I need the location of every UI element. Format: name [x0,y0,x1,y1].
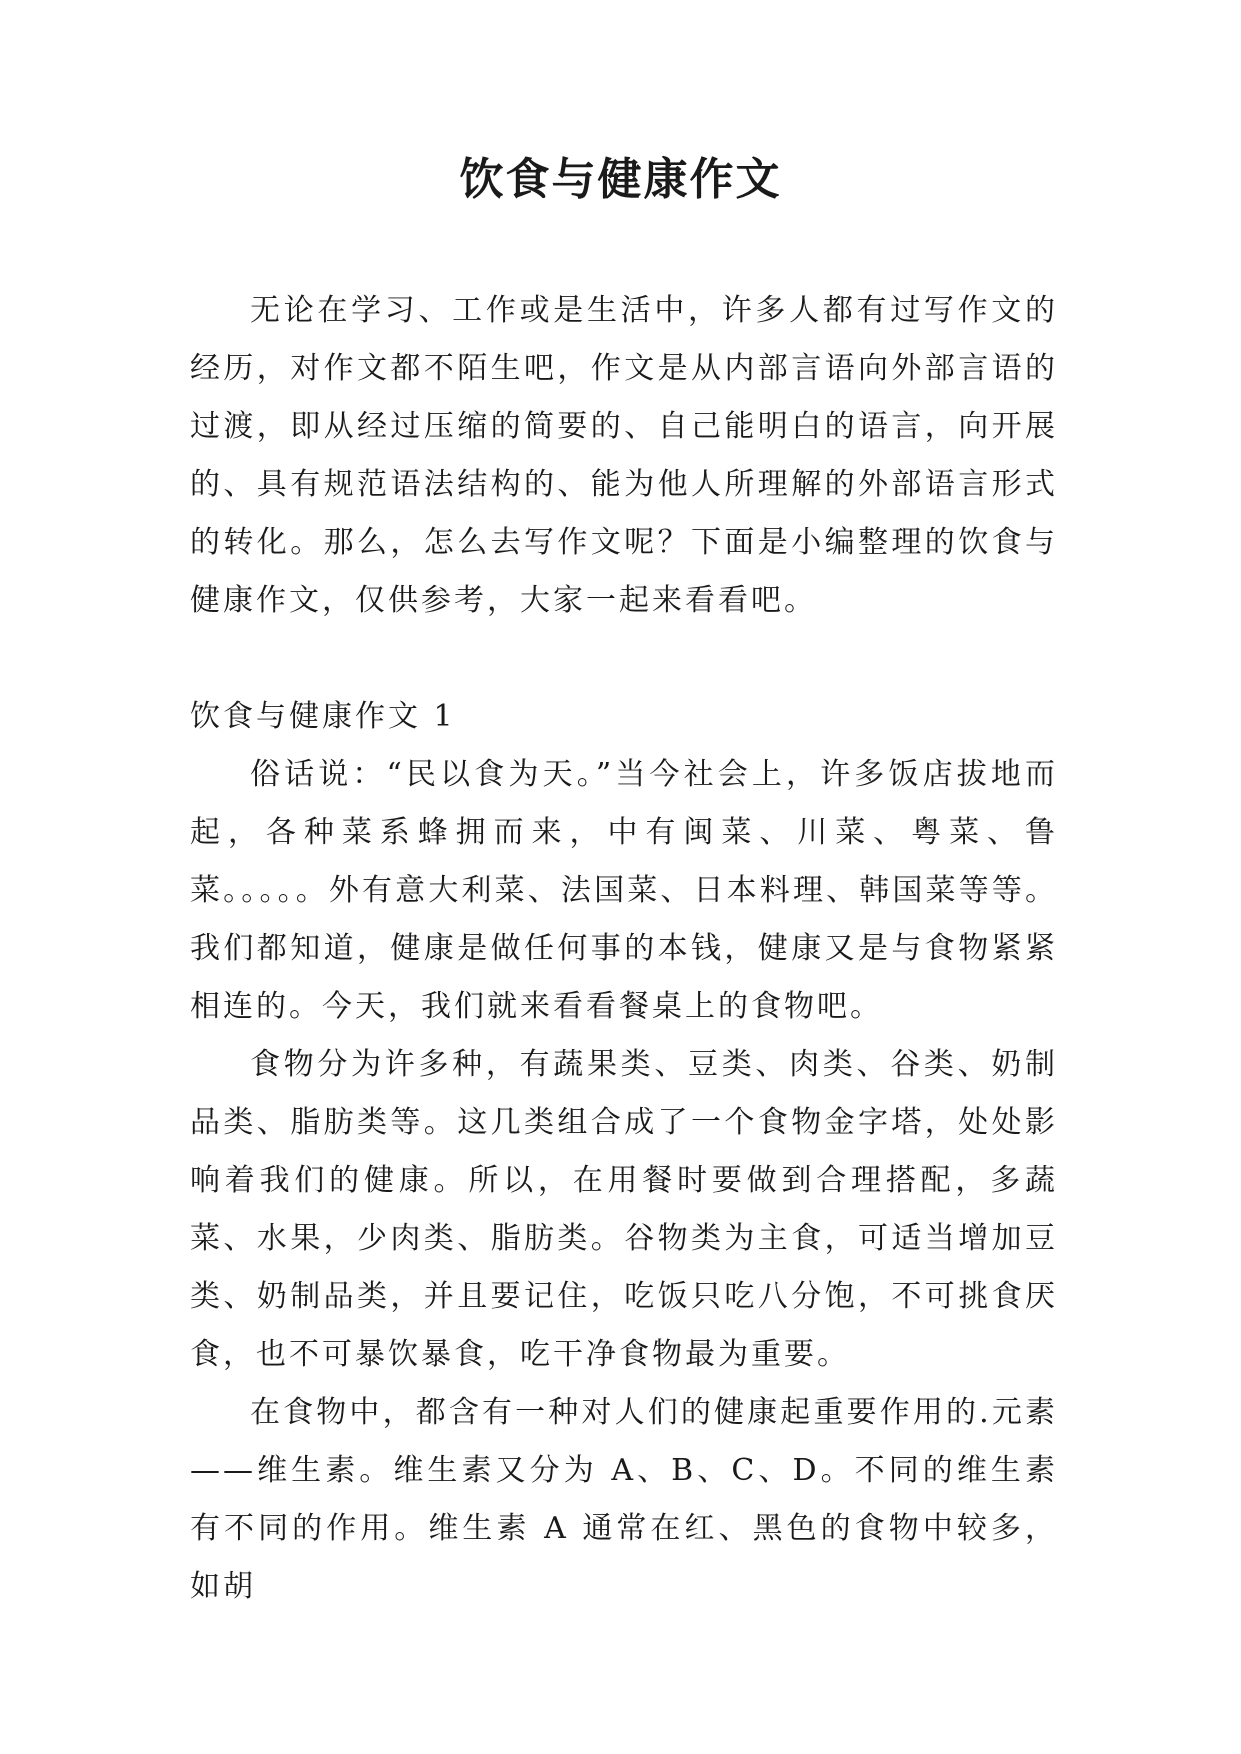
intro-paragraph: 无论在学习、工作或是生活中，许多人都有过写作文的经历，对作文都不陌生吧，作文是从内部言语向外部言语的过渡，即从经过压缩的简要的、自己能明白的语言，向开展的、具有规范语法结构的、能为他人所理解的外部语言形式的转化。那么，怎么去写作文呢？下面是小编整理的饮食与健康作文，仅供参考，大家一起来看看吧。 [190,293,1058,618]
document-title: 饮食与健康作文 [459,154,782,205]
document-body [190,282,1058,1616]
body-paragraph-2: 食物分为许多种，有蔬果类、豆类、肉类、谷类、奶制品类、脂肪类等。这几类组合成了一个食物金字塔，处处影响着我们的健康。所以，在用餐时要做到合理搭配，多蔬菜、水果，少肉类、脂肪类。谷物类为主食，可适当增加豆类、奶制品类，并且要记住，吃饭只吃八分饱，不可挑食厌食，也不可暴饮暴食，吃干净食物最为重要。 [190,1047,1058,1372]
body-paragraph-1: 俗话说：“民以食为天。”当今社会上，许多饭店拔地而起，各种菜系蜂拥而来，中有闽菜、川菜、粤菜、鲁菜。。。。。外有意大利菜、法国菜、日本料理、韩国菜等等。我们都知道，健康是做任何事的本钱，健康又是与食物紧紧相连的。今天，我们就来看看餐桌上的食物吧。 [190,757,1058,1024]
section-heading: 饮食与健康作文 1 [190,699,456,734]
body-paragraph-3: 在食物中，都含有一种对人们的健康起重要作用的.元素——维生素。维生素又分为 A、B、C、D。不同的维生素有不同的作用。维生素 A 通常在红、黑色的食物中较多，如胡 [190,1395,1058,1604]
